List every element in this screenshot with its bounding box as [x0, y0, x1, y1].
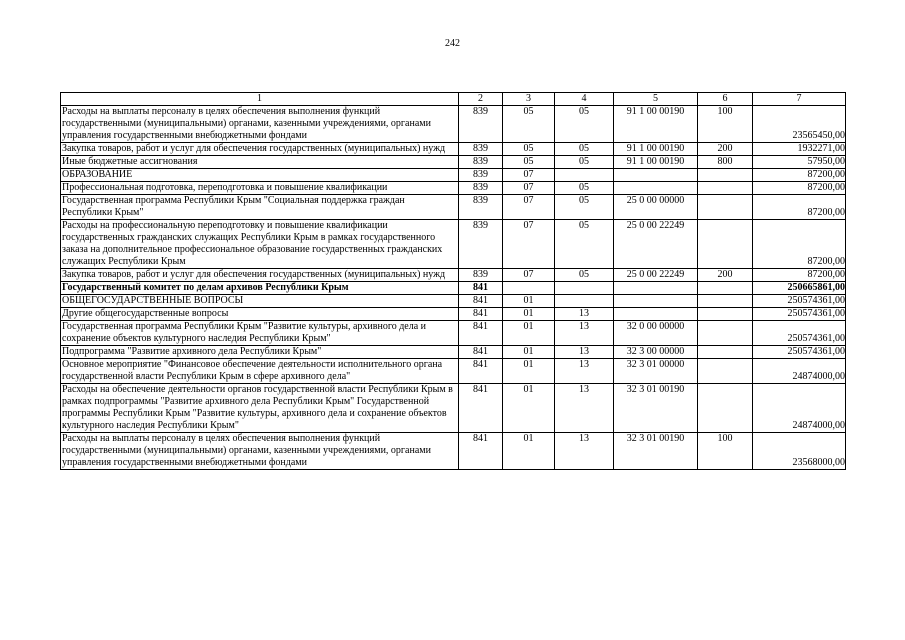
row-code-section: 01 [503, 346, 555, 359]
table-row [61, 295, 846, 308]
table-row [61, 220, 846, 269]
row-code-target: 91 1 00 00190 [614, 106, 698, 143]
table-row [61, 346, 846, 359]
row-code-expense-type [698, 282, 753, 295]
row-amount: 250574361,00 [753, 321, 846, 346]
row-code-expense-type: 200 [698, 269, 753, 282]
row-amount: 57950,00 [753, 156, 846, 169]
row-amount: 87200,00 [753, 220, 846, 269]
row-amount: 87200,00 [753, 169, 846, 182]
row-description: Государственная программа Республики Крым "Развитие культуры, архивного дела и сохранение объектов культурного наследия Республики Крым" [61, 321, 459, 346]
column-header: 2 [459, 93, 503, 106]
row-amount: 87200,00 [753, 182, 846, 195]
row-description: ОБЩЕГОСУДАРСТВЕННЫЕ ВОПРОСЫ [61, 295, 459, 308]
row-amount: 87200,00 [753, 269, 846, 282]
row-description: Расходы на выплаты персоналу в целях обеспечения выполнения функций государственными (муниципальными) органами, казенными учреждениями, органами управления государственными внебюджетными фондами [61, 433, 459, 470]
row-description: Закупка товаров, работ и услуг для обеспечения государственных (муниципальных) нужд [61, 269, 459, 282]
row-code-subsection: 05 [555, 106, 614, 143]
column-header: 3 [503, 93, 555, 106]
row-code-expense-type [698, 295, 753, 308]
row-description: Подпрограмма "Развитие архивного дела Республики Крым" [61, 346, 459, 359]
row-amount: 23565450,00 [753, 106, 846, 143]
row-code-target [614, 295, 698, 308]
row-code-expense-type [698, 308, 753, 321]
row-code-expense-type: 100 [698, 106, 753, 143]
row-code-subsection: 05 [555, 182, 614, 195]
column-header: 6 [698, 93, 753, 106]
row-code-target: 25 0 00 22249 [614, 220, 698, 269]
table-row [61, 195, 846, 220]
row-code-subsection: 05 [555, 269, 614, 282]
table-header-row [61, 93, 846, 106]
table-row [61, 308, 846, 321]
row-description: Закупка товаров, работ и услуг для обеспечения государственных (муниципальных) нужд [61, 143, 459, 156]
page-number: 242 [445, 38, 460, 49]
row-code-expense-type [698, 169, 753, 182]
row-code-expense-type: 100 [698, 433, 753, 470]
row-description: Государственный комитет по делам архивов Республики Крым [61, 282, 459, 295]
row-code-admin: 841 [459, 433, 503, 470]
row-code-target [614, 308, 698, 321]
row-code-section: 07 [503, 269, 555, 282]
row-code-section: 07 [503, 182, 555, 195]
row-code-target: 32 3 00 00000 [614, 346, 698, 359]
row-code-section: 01 [503, 295, 555, 308]
row-code-subsection: 05 [555, 195, 614, 220]
row-amount: 23568000,00 [753, 433, 846, 470]
row-code-expense-type [698, 321, 753, 346]
row-code-subsection: 13 [555, 346, 614, 359]
table-row [61, 359, 846, 384]
table-row [61, 169, 846, 182]
row-code-admin: 841 [459, 321, 503, 346]
row-amount: 24874000,00 [753, 384, 846, 433]
row-code-subsection: 05 [555, 156, 614, 169]
budget-table [60, 92, 846, 470]
row-code-section: 05 [503, 106, 555, 143]
column-header: 1 [61, 93, 459, 106]
row-code-target: 91 1 00 00190 [614, 156, 698, 169]
row-code-section: 07 [503, 220, 555, 269]
row-amount: 250665861,00 [753, 282, 846, 295]
row-description: Профессиональная подготовка, переподготовка и повышение квалификации [61, 182, 459, 195]
row-code-section: 05 [503, 143, 555, 156]
row-code-subsection: 13 [555, 359, 614, 384]
row-code-admin: 839 [459, 220, 503, 269]
row-amount: 87200,00 [753, 195, 846, 220]
row-code-target: 91 1 00 00190 [614, 143, 698, 156]
row-code-subsection: 13 [555, 308, 614, 321]
row-code-target: 25 0 00 00000 [614, 195, 698, 220]
row-code-section: 01 [503, 308, 555, 321]
row-code-section: 01 [503, 384, 555, 433]
row-code-expense-type [698, 384, 753, 433]
table-row [61, 282, 846, 295]
row-description: Расходы на обеспечение деятельности органов государственной власти Республики Крым в рамках подпрограммы "Развитие архивного дела Республики Крым" Государственной программы Республики Крым "Развитие культуры, архивного дела и сохранение объектов культурного наследия Республики Крым" [61, 384, 459, 433]
table-row [61, 321, 846, 346]
row-code-admin: 839 [459, 156, 503, 169]
row-description: ОБРАЗОВАНИЕ [61, 169, 459, 182]
row-code-section [503, 282, 555, 295]
row-code-target: 32 0 00 00000 [614, 321, 698, 346]
row-code-expense-type [698, 359, 753, 384]
row-code-target [614, 282, 698, 295]
table-row [61, 433, 846, 470]
column-header: 5 [614, 93, 698, 106]
budget-table-body [61, 93, 846, 470]
row-description: Иные бюджетные ассигнования [61, 156, 459, 169]
row-description: Расходы на профессиональную переподготовку и повышение квалификации государственных гражданских служащих Республики Крым в рамках государственного заказа на дополнительное профессиональное образование государственных гражданских служащих Республики Крым [61, 220, 459, 269]
row-code-admin: 841 [459, 346, 503, 359]
row-code-subsection: 13 [555, 384, 614, 433]
row-code-admin: 841 [459, 295, 503, 308]
row-code-expense-type [698, 182, 753, 195]
row-code-expense-type [698, 346, 753, 359]
row-amount: 250574361,00 [753, 346, 846, 359]
row-code-section: 01 [503, 321, 555, 346]
row-code-expense-type [698, 195, 753, 220]
row-code-subsection [555, 282, 614, 295]
row-code-target [614, 182, 698, 195]
row-description: Другие общегосударственные вопросы [61, 308, 459, 321]
row-code-target: 25 0 00 22249 [614, 269, 698, 282]
table-row [61, 269, 846, 282]
table-row [61, 156, 846, 169]
row-code-admin: 839 [459, 169, 503, 182]
table-row [61, 143, 846, 156]
row-amount: 1932271,00 [753, 143, 846, 156]
row-amount: 24874000,00 [753, 359, 846, 384]
table-row [61, 106, 846, 143]
row-code-expense-type: 800 [698, 156, 753, 169]
table-row [61, 182, 846, 195]
row-code-subsection: 05 [555, 220, 614, 269]
row-code-subsection: 13 [555, 321, 614, 346]
row-code-section: 05 [503, 156, 555, 169]
row-code-subsection [555, 169, 614, 182]
row-code-section: 07 [503, 195, 555, 220]
row-code-expense-type: 200 [698, 143, 753, 156]
row-code-admin: 841 [459, 282, 503, 295]
row-code-target: 32 3 01 00190 [614, 384, 698, 433]
row-code-target: 32 3 01 00190 [614, 433, 698, 470]
row-code-admin: 839 [459, 269, 503, 282]
row-code-section: 01 [503, 359, 555, 384]
row-amount: 250574361,00 [753, 308, 846, 321]
row-description: Государственная программа Республики Крым "Социальная поддержка граждан Республики Крым" [61, 195, 459, 220]
row-code-expense-type [698, 220, 753, 269]
row-description: Основное мероприятие "Финансовое обеспечение деятельности исполнительного органа государственной власти Республики Крым в сфере архивного дела" [61, 359, 459, 384]
row-code-subsection: 05 [555, 143, 614, 156]
row-code-admin: 841 [459, 359, 503, 384]
row-code-admin: 841 [459, 308, 503, 321]
row-code-admin: 841 [459, 384, 503, 433]
row-amount: 250574361,00 [753, 295, 846, 308]
row-code-target [614, 169, 698, 182]
row-code-subsection: 13 [555, 433, 614, 470]
row-code-admin: 839 [459, 195, 503, 220]
row-code-section: 01 [503, 433, 555, 470]
row-code-admin: 839 [459, 182, 503, 195]
row-code-target: 32 3 01 00000 [614, 359, 698, 384]
row-code-section: 07 [503, 169, 555, 182]
row-description: Расходы на выплаты персоналу в целях обеспечения выполнения функций государственными (муниципальными) органами, казенными учреждениями, органами управления государственными внебюджетными фондами [61, 106, 459, 143]
row-code-subsection [555, 295, 614, 308]
column-header: 7 [753, 93, 846, 106]
row-code-admin: 839 [459, 143, 503, 156]
column-header: 4 [555, 93, 614, 106]
row-code-admin: 839 [459, 106, 503, 143]
table-row [61, 384, 846, 433]
